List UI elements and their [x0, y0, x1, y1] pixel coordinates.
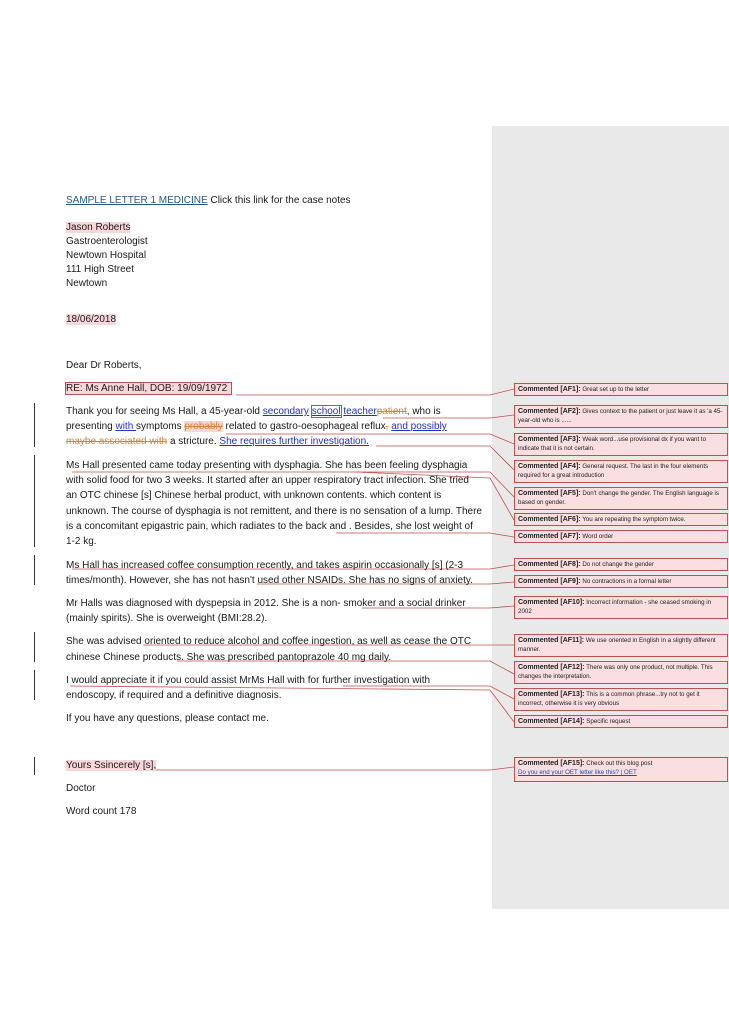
comment-af11[interactable]: Commented [AF11]: We use oriented in English in a slightly different manner.	[514, 634, 728, 657]
comment-af7[interactable]: Commented [AF7]: Word order	[514, 530, 728, 543]
comment-af6[interactable]: Commented [AF6]: You are repeating the symptom twice.	[514, 513, 728, 526]
recipient-town: Newtown	[66, 278, 108, 289]
para2-line3: an OTC chinese [s] Chinese herbal product, with unknown contents. which content is	[66, 490, 442, 501]
recipient-title: Gastroenterologist	[66, 236, 148, 247]
header-line	[66, 193, 351, 208]
comment-af8[interactable]: Commented [AF8]: Do not change the gender	[514, 558, 728, 571]
change-bar	[34, 403, 35, 447]
comment-af13[interactable]: Commented [AF13]: This is a common phrase...try not to get it incorrect, otherwise it is very obvious	[514, 688, 728, 711]
para5-line2: chinese Chinese products. She was prescribed pantoprazole 40 mg daily.	[66, 652, 391, 663]
comment-af9[interactable]: Commented [AF9]: No contractions in a formal letter	[514, 575, 728, 588]
para2-line1: Ms Hall presented came today presenting with dysphagia. She has been feeling dysphagia	[66, 460, 468, 471]
para6-line1: I would appreciate it if you could assist MrMs Hall with for further investigation with	[66, 675, 431, 686]
para1-line1: Thank you for seeing Ms Hall, a 45-year-old secondary school teacherpatient, who is	[66, 406, 441, 417]
blog-post-link[interactable]: Do you end your OET letter like this? | OET	[518, 769, 637, 776]
word-count: Word count 178	[66, 806, 137, 817]
change-bar	[34, 757, 35, 775]
para3-line2: times/month). However, she has not hasn't used other NSAIDs. She has no signs of anxiety.	[66, 575, 473, 586]
signoff: Doctor	[66, 783, 96, 794]
para3-line1: Ms Hall has increased coffee consumption recently, and takes aspirin occasionally [s] (2-3	[66, 560, 464, 571]
para2-line2: with solid food for two 3 weeks. It started after an upper respiratory tract infection. She tried	[66, 475, 469, 486]
para5-line1: She was advised oriented to reduce alcohol and coffee ingestion, as well as cease the OTC	[66, 636, 472, 647]
para2-line4: unknown. The course of dysphagia is not remittent, and there is no sensation of a lump. There	[66, 506, 482, 517]
para4-line2: (mainly spirits). She is overweight (BMI:28.2).	[66, 613, 268, 624]
comment-af4[interactable]: Commented [AF4]: General request. The last in the four elements required for a great introduction	[514, 460, 728, 483]
para2-line5: is a concomitant epigastric pain, which radiates to the back and . Besides, she lost weight of	[66, 521, 473, 532]
case-notes-link[interactable]: SAMPLE LETTER 1 MEDICINE	[66, 195, 208, 206]
comment-af10[interactable]: Commented [AF10]: Incorrect information - she ceased smoking in 2002	[514, 596, 728, 619]
comment-af3[interactable]: Commented [AF3]: Weak word...use provisional dx if you want to indicate that it is not certain.	[514, 433, 728, 456]
re-line: RE: Ms Anne Hall, DOB: 19/09/1972	[66, 383, 231, 394]
para7: If you have any questions, please contact me.	[66, 713, 269, 724]
recipient-name: Jason Roberts	[66, 222, 131, 233]
comment-af1[interactable]: Commented [AF1]: Great set up to the letter	[514, 383, 728, 396]
change-bar	[34, 555, 35, 585]
salutation: Dear Dr Roberts,	[66, 360, 142, 371]
change-bar	[34, 455, 35, 547]
link-suffix: Click this link for the case notes	[207, 195, 351, 206]
change-bar	[34, 670, 35, 700]
comment-af12[interactable]: Commented [AF12]: There was only one product, not multiple. This changes the interpretation.	[514, 661, 728, 684]
comment-af15[interactable]: Commented [AF15]: Check out this blog post Do you end your OET letter like this? | OET	[514, 757, 728, 782]
para1-line2: presenting with symptoms probably related to gastro-oesophageal reflux, and possibly	[66, 421, 447, 432]
closing: Yours Ssincerely [s],	[66, 760, 157, 771]
para6-line2: endoscopy, if required and a definitive diagnosis.	[66, 690, 282, 701]
para4-line1: Mr Halls was diagnosed with dyspepsia in 2012. She is a non- smoker and a social drinker	[66, 598, 466, 609]
recipient-hospital: Newtown Hospital	[66, 250, 147, 261]
para2-line6: 1-2 kg.	[66, 536, 97, 547]
comment-af5[interactable]: Commented [AF5]: Don't change the gender. The English language is based on gender.	[514, 487, 728, 510]
change-bar	[34, 632, 35, 662]
comment-af2[interactable]: Commented [AF2]: Gives context to the patient or just leave it as 'a 45-year-old who is ......	[514, 405, 728, 428]
para1-line3: maybe associated with a stricture. She requires further investigation.	[66, 436, 369, 447]
recipient-street: 111 High Street	[66, 264, 135, 275]
letter-date: 18/06/2018	[66, 314, 117, 325]
comment-af14[interactable]: Commented [AF14]: Specific request	[514, 715, 728, 728]
